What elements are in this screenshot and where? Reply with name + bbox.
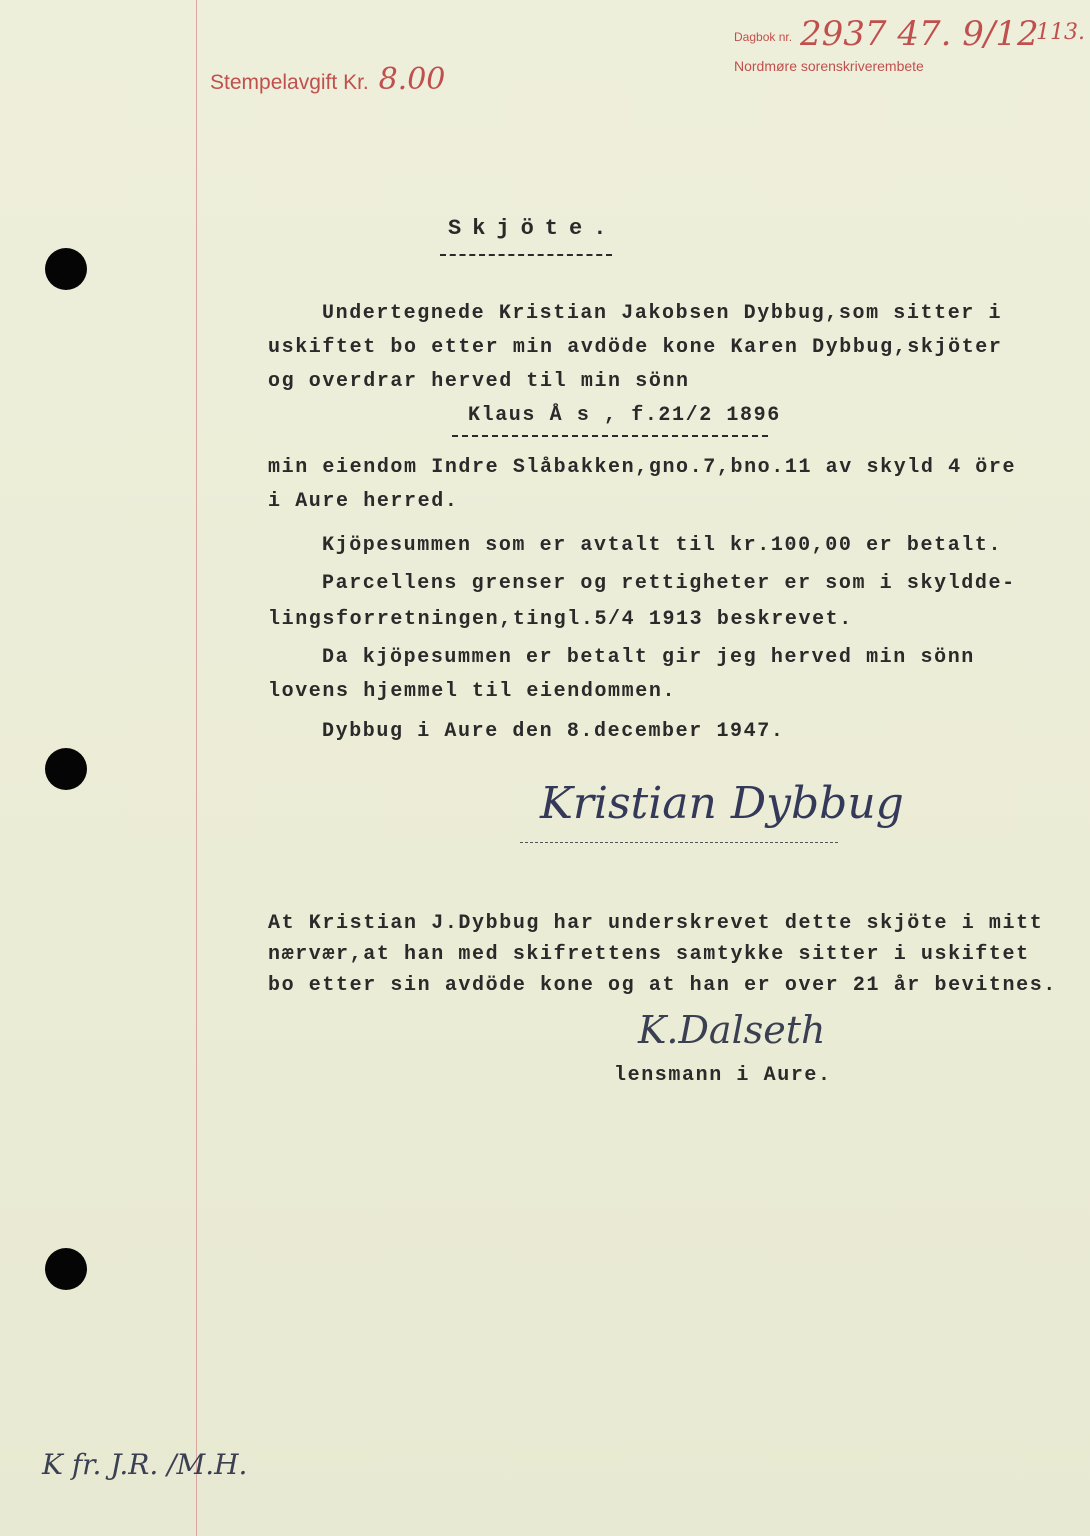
body-line: og overdrar herved til min sönn [268, 370, 690, 393]
fee-stamp [210, 62, 445, 97]
journal-year: 47. [897, 14, 952, 54]
body-line: lovens hjemmel til eiendommen. [268, 680, 677, 703]
attestation-line: bo etter sin avdöde kone og at han er over 21 år bevitnes. [268, 974, 1057, 997]
document-title: Skjöte. [448, 216, 618, 241]
journal-entry [800, 14, 1039, 54]
body-line: Kjöpesummen som er avtalt til kr.100,00 er betalt. [322, 534, 1003, 557]
journal-date: 9/12 [962, 14, 1039, 54]
page-number: 113. [1036, 20, 1085, 45]
attestation-line: At Kristian J.Dybbug har underskrevet dette skjöte i mitt [268, 912, 1044, 935]
body-line: i Aure herred. [268, 490, 459, 513]
attestation-line: nærvær,at han med skifrettens samtykke sitter i uskiftet [268, 943, 1030, 966]
date-line: Dybbug i Aure den 8.december 1947. [322, 720, 785, 743]
body-line: Undertegnede Kristian Jakobsen Dybbug,som sitter i [322, 302, 1003, 325]
buyer-underline [452, 435, 768, 437]
official-title: lensmann i Aure. [614, 1064, 832, 1087]
punch-hole [45, 248, 87, 290]
margin-note: K fr. J.R. /M.H. [42, 1448, 248, 1481]
body-line: Parcellens grenser og rettigheter er som i skylddе- [322, 572, 1016, 595]
official-signature: K.Dalseth [638, 1008, 826, 1052]
body-line: lingsforretningen,tingl.5/4 1913 beskrevet. [268, 608, 853, 631]
body-line: uskiftet bo etter min avdöde kone Karen Dybbug,skjöter [268, 336, 1003, 359]
office-stamp: Nordmøre sorenskriverembete [734, 58, 924, 74]
signature-line [520, 842, 838, 843]
fee-label: Stempelavgift Kr. [210, 71, 369, 94]
signature: Kristian Dybbug [540, 778, 904, 829]
buyer-line: Klaus Å s , f.21/2 1896 [468, 404, 781, 427]
margin-rule [196, 0, 197, 1536]
journal-number: 2937 [800, 14, 887, 54]
body-line: Da kjöpesummen er betalt gir jeg herved min sönn [322, 646, 975, 669]
punch-hole [45, 748, 87, 790]
journal-stamp [734, 30, 792, 44]
punch-hole [45, 1248, 87, 1290]
journal-label: Dagbok nr. [734, 30, 793, 44]
fee-amount: 8.00 [378, 62, 446, 97]
body-line: min eiendom Indre Slåbakken,gno.7,bno.11 av skyld 4 öre [268, 456, 1017, 479]
title-underline [440, 254, 612, 256]
